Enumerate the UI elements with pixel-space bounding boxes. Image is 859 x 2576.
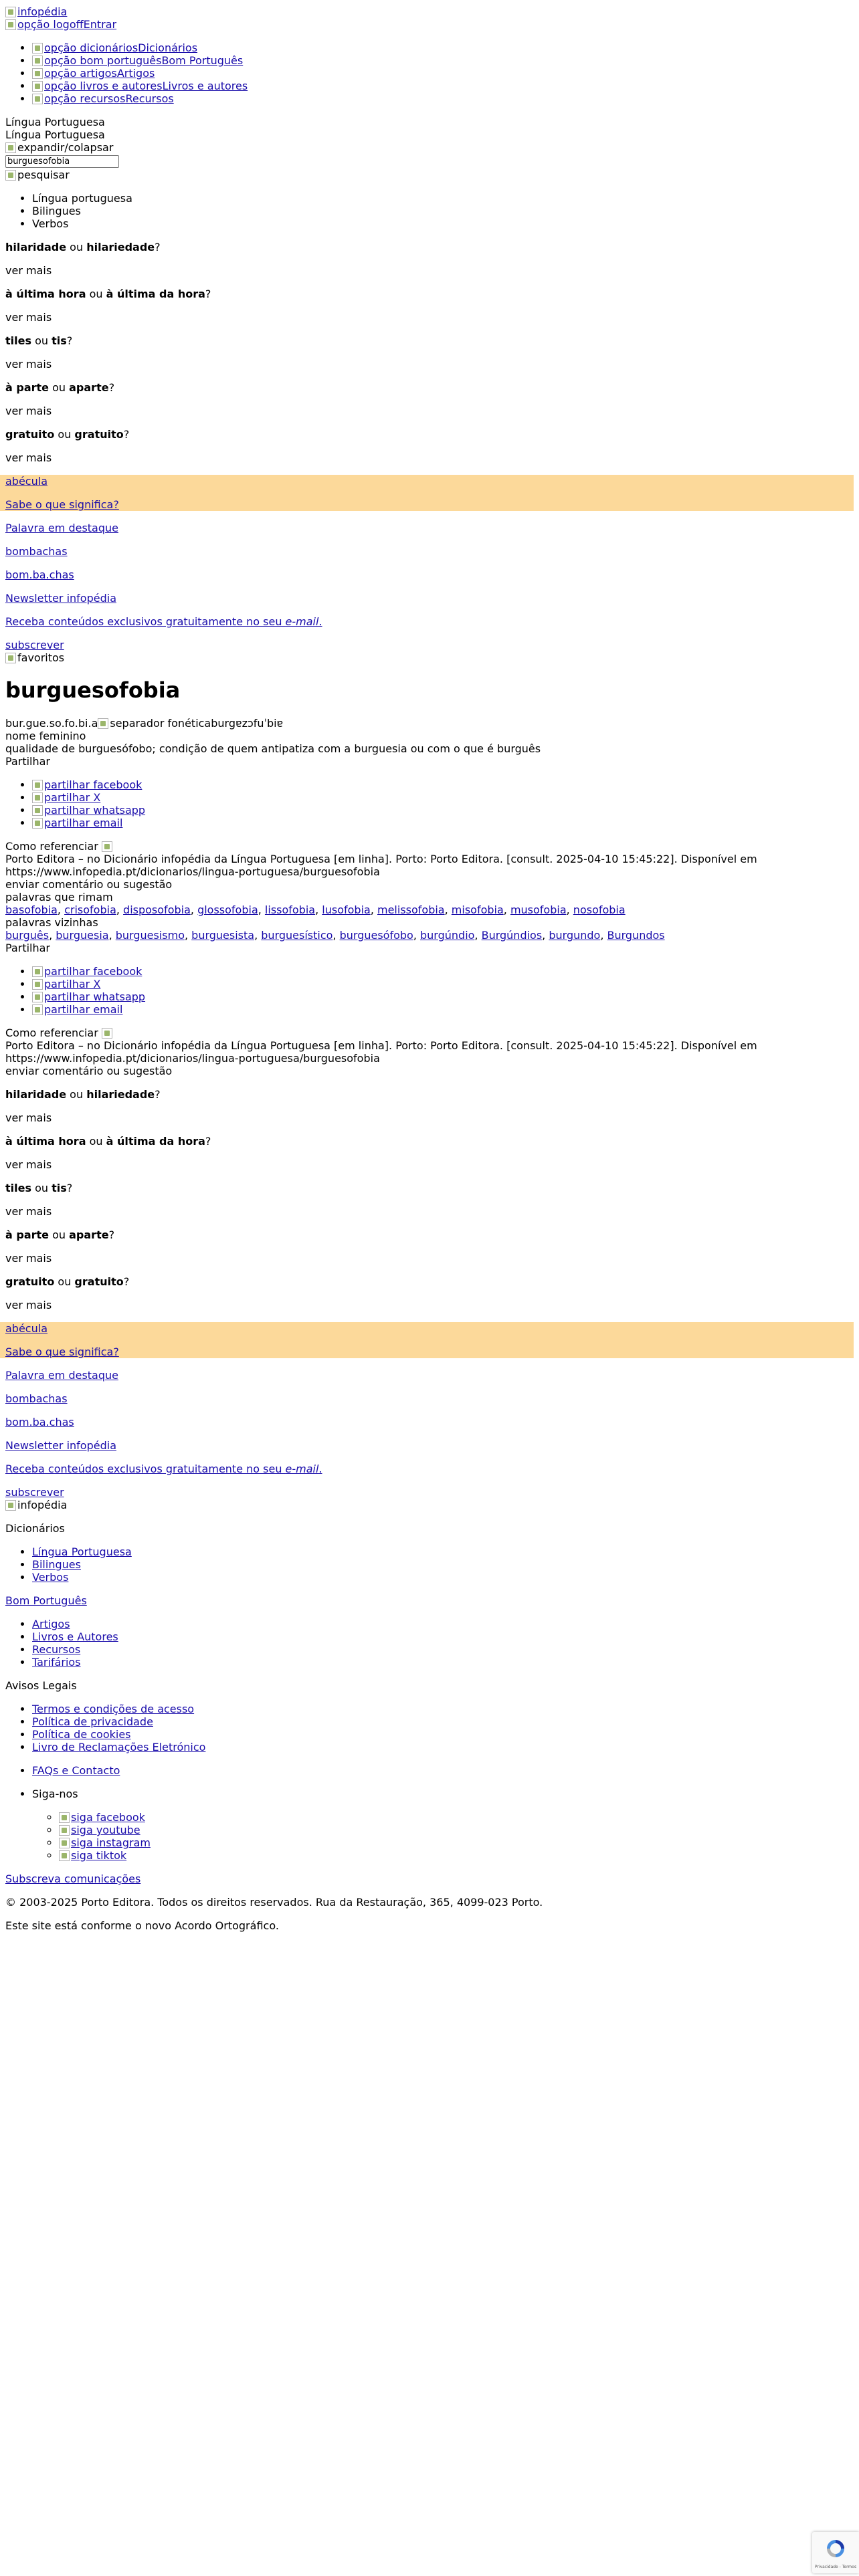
- facebook-icon: [59, 1812, 70, 1823]
- see-more-link[interactable]: ver mais: [5, 405, 52, 417]
- entry-pronunciation: [5, 717, 854, 730]
- footer-social-wrapper: [32, 1811, 854, 1862]
- recaptcha-terms[interactable]: Privacidade - Termos: [814, 2565, 857, 2569]
- newsletter-text-link[interactable]: [5, 615, 322, 628]
- share-alt: partilhar X: [44, 978, 101, 990]
- nav-item-articles: [32, 67, 854, 80]
- neighbors-list: burguês, burguesia, burguesismo, burguesista, burguesístico, burguesófobo, burgúndio, Burgúndios, burgundo, Burgundos: [5, 929, 665, 942]
- footer-legal-item: [32, 1741, 854, 1753]
- footer-subscribe-row: [5, 1872, 854, 1885]
- books-icon: [32, 81, 43, 92]
- footer-legal-list: [5, 1703, 854, 1753]
- search-input[interactable]: [5, 155, 119, 168]
- footer-dictionary-item: [32, 1558, 854, 1571]
- doubt-option-a: à parte: [5, 1228, 50, 1241]
- doubt-option-b: gratuito: [74, 1275, 124, 1288]
- footer-dictionaries-list: [5, 1545, 854, 1584]
- share-facebook-link[interactable]: [32, 778, 142, 791]
- quiz-question-link[interactable]: Sabe o que significa?: [5, 1346, 119, 1358]
- social-tiktok-link[interactable]: [59, 1849, 126, 1862]
- bom-portugues-icon: [32, 56, 43, 66]
- doubt-or: ou: [66, 1088, 87, 1101]
- doubt-item: [5, 241, 854, 253]
- facebook-icon: [32, 966, 43, 977]
- featured-syllables-row: [5, 568, 854, 581]
- see-more-link[interactable]: ver mais: [5, 264, 52, 277]
- citation-text: Porto Editora – no Dicionário infopédia da Língua Portuguesa [em linha]. Porto: Porto Editora. [consult. 2025-04-10 15:45:22]. Disponível em: [5, 853, 757, 865]
- footer-follow-list: [5, 1788, 854, 1862]
- whatsapp-icon: [32, 992, 43, 1002]
- share-item: [32, 817, 854, 829]
- quiz-word-link[interactable]: abécula: [5, 475, 47, 488]
- featured-word-heading[interactable]: Palavra em destaque: [5, 1369, 118, 1382]
- nav-link-books[interactable]: [32, 80, 248, 92]
- social-item: [59, 1849, 854, 1862]
- email-icon: [32, 1004, 43, 1015]
- see-more-link[interactable]: ver mais: [5, 1158, 52, 1171]
- footer-section-link[interactable]: Artigos: [32, 1618, 70, 1630]
- footer-section-item: [32, 1643, 854, 1656]
- footer-section-item: [32, 1656, 854, 1669]
- nav-label: Dicionários: [138, 41, 198, 54]
- rhyme-link[interactable]: nosofobia: [573, 903, 626, 916]
- doubt-or: ou: [49, 381, 70, 394]
- x-icon: [32, 792, 43, 803]
- doubt-option-b: hilariedade: [86, 241, 155, 253]
- rhymes-label: palavras que rimam: [5, 891, 113, 903]
- doubt-end: ?: [108, 381, 115, 394]
- citation-url: https://www.infopedia.pt/dicionarios/lingua-portuguesa/burguesofobia: [5, 865, 380, 878]
- featured-word-heading[interactable]: Palavra em destaque: [5, 522, 118, 534]
- see-more-link[interactable]: ver mais: [5, 1299, 52, 1311]
- social-facebook-link[interactable]: [59, 1811, 145, 1824]
- x-icon: [32, 979, 43, 990]
- doubt-end: ?: [108, 1228, 115, 1241]
- expand-alt: expandir/colapsar: [17, 141, 114, 154]
- footer-copyright: © 2003-2025 Porto Editora. Todos os direitos reservados. Rua da Restauração, 365, 4099-023 Porto.: [5, 1896, 543, 1909]
- social-youtube-link[interactable]: [59, 1824, 140, 1836]
- doubt-option-a: tiles: [5, 1182, 31, 1194]
- entry-grammar: nome feminino: [5, 730, 86, 742]
- footer-faq-link[interactable]: FAQs e Contacto: [32, 1764, 120, 1777]
- search-input-row: [5, 154, 854, 169]
- doubt-option-a: à última hora: [5, 1135, 86, 1148]
- newsletter-row: [5, 592, 854, 605]
- nav-icon-alt: opção recursos: [44, 92, 126, 105]
- feedback-link[interactable]: enviar comentário ou sugestão: [5, 1065, 173, 1077]
- share-item: [32, 804, 854, 817]
- subscribe-link[interactable]: subscrever: [5, 1486, 64, 1499]
- neighbor-link[interactable]: burguesófobo: [339, 929, 413, 942]
- rhyme-link[interactable]: basofobia: [5, 903, 58, 916]
- doubt-item: [5, 381, 854, 394]
- phonetic-separator-alt: separador fonética: [110, 717, 211, 730]
- neighbor-link[interactable]: burguesístico: [261, 929, 333, 942]
- see-more-link[interactable]: ver mais: [5, 358, 52, 370]
- rhyme-link[interactable]: lissofobia: [264, 903, 316, 916]
- doubt-end: ?: [123, 1275, 130, 1288]
- citation-url: https://www.infopedia.pt/dicionarios/lingua-portuguesa/burguesofobia: [5, 1052, 380, 1065]
- doubt-or: ou: [54, 1275, 75, 1288]
- subscribe-row: [5, 1486, 854, 1499]
- cite-icon[interactable]: [102, 1028, 112, 1039]
- footer-section-link[interactable]: Recursos: [32, 1643, 81, 1656]
- nav-label: Artigos: [116, 67, 155, 80]
- share-facebook-link[interactable]: [32, 965, 142, 978]
- doubt-option-a: à última hora: [5, 288, 86, 300]
- footer-legal-link[interactable]: Política de privacidade: [32, 1715, 153, 1728]
- rhyme-link[interactable]: crisofobia: [64, 903, 116, 916]
- neighbors-label: palavras vizinhas: [5, 916, 98, 929]
- word-quiz-banner: [0, 1322, 854, 1358]
- expand-icon: [5, 142, 16, 153]
- newsletter-end: .: [318, 1463, 322, 1475]
- neighbor-link[interactable]: burgundo: [549, 929, 601, 942]
- logoff-icon: [5, 19, 16, 30]
- rhyme-link[interactable]: lusofobia: [322, 903, 371, 916]
- doubt-option-a: à parte: [5, 381, 50, 394]
- doubt-option-b: aparte: [69, 381, 109, 394]
- entry-syllables: bur.gue.so.fo.bi.a: [5, 717, 98, 730]
- recaptcha-icon: [825, 2538, 846, 2559]
- nav-label: Recursos: [125, 92, 174, 105]
- see-more-link[interactable]: ver mais: [5, 311, 52, 324]
- footer-legal-item: [32, 1715, 854, 1728]
- logo-alt: infopédia: [17, 5, 68, 18]
- email-icon: [32, 818, 43, 829]
- dictionary-option[interactable]: • Língua portuguesa: [32, 192, 854, 205]
- share-item: [32, 978, 854, 990]
- doubt-item: [5, 1182, 854, 1194]
- favorites-alt: favoritos: [17, 651, 65, 664]
- share-alt: partilhar email: [44, 1003, 123, 1016]
- doubt-end: ?: [123, 428, 130, 441]
- doubt-or: ou: [86, 1135, 106, 1148]
- footer-legal-item: [32, 1703, 854, 1715]
- header-login-row: [5, 18, 854, 31]
- nav-item-resources: [32, 92, 854, 105]
- doubt-option-a: gratuito: [5, 1275, 55, 1288]
- footer-dictionary-item: [32, 1571, 854, 1584]
- entry-definition: qualidade de burguesófobo; condição de quem antipatiza com a burguesia ou com o que é burguês: [5, 742, 541, 755]
- share-alt: partilhar facebook: [44, 778, 142, 791]
- newsletter-row: [5, 1439, 854, 1452]
- doubt-option-b: tis: [52, 334, 67, 347]
- instagram-icon: [59, 1838, 70, 1848]
- favorites-button[interactable]: [5, 651, 854, 664]
- doubt-or: ou: [31, 1182, 52, 1194]
- logo-link[interactable]: [5, 5, 67, 18]
- see-more-link[interactable]: ver mais: [5, 1205, 52, 1218]
- footer-dictionary-link[interactable]: Língua Portuguesa: [32, 1545, 132, 1558]
- nav-icon-alt: opção artigos: [44, 67, 117, 80]
- doubt-item: [5, 334, 854, 347]
- footer-bom-portugues-link[interactable]: Bom Português: [5, 1594, 87, 1607]
- see-more-link[interactable]: ver mais: [5, 451, 52, 464]
- doubt-end: ?: [66, 334, 73, 347]
- doubt-or: ou: [86, 288, 106, 300]
- newsletter-email: e-mail: [285, 1463, 319, 1475]
- featured-word-link[interactable]: bombachas: [5, 545, 68, 558]
- logo-icon: [5, 7, 16, 17]
- featured-syllables-link[interactable]: bom.ba.chas: [5, 1416, 74, 1428]
- doubt-end: ?: [155, 1088, 161, 1101]
- phonetic-separator-icon: [98, 718, 108, 729]
- featured-syllables-row: [5, 1416, 854, 1428]
- search-icon: [5, 170, 16, 181]
- share-alt: partilhar whatsapp: [44, 804, 146, 817]
- citation-text: Porto Editora – no Dicionário infopédia da Língua Portuguesa [em linha]. Porto: Porto Editora. [consult. 2025-04-10 15:45:22]. Disponível em: [5, 1039, 757, 1052]
- footer-social-list: [32, 1811, 854, 1862]
- expand-toggle[interactable]: [5, 141, 854, 154]
- doubt-item: [5, 1275, 854, 1288]
- footer-dictionary-link[interactable]: Verbos: [32, 1571, 69, 1584]
- neighbor-link[interactable]: burguesia: [56, 929, 109, 942]
- youtube-icon: [59, 1825, 70, 1836]
- nav-icon-alt: opção livros e autores: [44, 80, 163, 92]
- social-item: [59, 1811, 854, 1824]
- footer-section-link[interactable]: Livros e Autores: [32, 1630, 118, 1643]
- nav-link-articles[interactable]: [32, 67, 155, 80]
- footer-legal-link[interactable]: Termos e condições de acesso: [32, 1703, 195, 1715]
- rhyme-link[interactable]: musofobia: [510, 903, 567, 916]
- share-email-link[interactable]: [32, 817, 122, 829]
- share-item: [32, 965, 854, 978]
- nav-label: Bom Português: [161, 54, 244, 67]
- share-alt: partilhar whatsapp: [44, 990, 146, 1003]
- dictionary-option[interactable]: • Bilingues: [32, 205, 854, 217]
- footer-dictionary-link[interactable]: Bilingues: [32, 1558, 81, 1571]
- doubt-end: ?: [205, 288, 211, 300]
- dictionaries-icon: [32, 43, 43, 53]
- featured-word-row: [5, 545, 854, 558]
- doubt-end: ?: [205, 1135, 211, 1148]
- share-alt: partilhar email: [44, 817, 123, 829]
- social-item: [59, 1836, 854, 1849]
- doubt-or: ou: [31, 334, 52, 347]
- doubt-or: ou: [54, 428, 75, 441]
- nav-icon-alt: opção dicionários: [44, 41, 138, 54]
- footer-legal-label: Avisos Legais: [5, 1679, 77, 1692]
- share-whatsapp-link[interactable]: [32, 990, 145, 1003]
- share-whatsapp-link[interactable]: [32, 804, 145, 817]
- doubt-option-a: hilaridade: [5, 241, 67, 253]
- entry-headword: burguesofobia: [5, 677, 181, 703]
- rhyme-link[interactable]: misofobia: [451, 903, 504, 916]
- cite-row: [5, 840, 854, 853]
- doubt-item: [5, 1228, 854, 1241]
- quiz-question-link[interactable]: Sabe o que significa?: [5, 498, 119, 511]
- featured-word-section: [5, 522, 854, 534]
- share-email-link[interactable]: [32, 1003, 122, 1016]
- articles-icon: [32, 68, 43, 79]
- newsletter-link[interactable]: Newsletter infopédia: [5, 592, 116, 605]
- footer-follow-item: [32, 1788, 854, 1800]
- footer-bom-portugues-row: [5, 1594, 854, 1607]
- neighbor-link[interactable]: Burgundos: [607, 929, 665, 942]
- footer-logo-alt: infopédia: [17, 1499, 68, 1511]
- newsletter-text: Receba conteúdos exclusivos gratuitamente no seu: [5, 1463, 286, 1475]
- login-link[interactable]: [5, 18, 116, 31]
- social-alt: siga youtube: [71, 1824, 140, 1836]
- neighbor-link[interactable]: burgúndio: [420, 929, 475, 942]
- doubts-list-top: [5, 241, 854, 464]
- share-label: Partilhar: [5, 942, 50, 954]
- newsletter-email: e-mail: [285, 615, 319, 628]
- share-alt: partilhar X: [44, 791, 101, 804]
- see-more-link[interactable]: ver mais: [5, 1111, 52, 1124]
- footer-legal-link[interactable]: Livro de Reclamações Eletrónico: [32, 1741, 206, 1753]
- doubt-end: ?: [155, 241, 161, 253]
- word-quiz-banner: [0, 475, 854, 511]
- social-item: [59, 1824, 854, 1836]
- share-alt: partilhar facebook: [44, 965, 142, 978]
- resources-icon: [32, 94, 43, 104]
- logoff-alt: opção logoff: [17, 18, 84, 31]
- nav-item-bom-portugues: [32, 54, 854, 67]
- doubt-item: [5, 1088, 854, 1101]
- header-logo-row: [5, 5, 854, 18]
- footer-logo-icon: [5, 1500, 16, 1511]
- newsletter-text: Receba conteúdos exclusivos gratuitamente no seu: [5, 615, 286, 628]
- dictionary-options: [5, 192, 854, 230]
- footer-section-item: [32, 1630, 854, 1643]
- login-label: Entrar: [83, 18, 117, 31]
- cite-label: Como referenciar: [5, 840, 98, 853]
- doubt-option-a: hilaridade: [5, 1088, 67, 1101]
- entry-phonetic: burgɐzɔfuˈbiɐ: [211, 717, 284, 730]
- nav-link-resources[interactable]: [32, 92, 174, 105]
- facebook-icon: [32, 780, 43, 790]
- footer-sections-list: [5, 1618, 854, 1669]
- subscribe-link[interactable]: subscrever: [5, 639, 64, 651]
- doubt-or: ou: [66, 241, 87, 253]
- cite-label: Como referenciar: [5, 1027, 98, 1039]
- newsletter-link[interactable]: Newsletter infopédia: [5, 1439, 116, 1452]
- see-more-link[interactable]: ver mais: [5, 1252, 52, 1265]
- footer-faq-item: [32, 1764, 854, 1777]
- footer-faq-list: [5, 1764, 854, 1777]
- nav-item-dictionaries: [32, 41, 854, 54]
- doubt-item: [5, 428, 854, 441]
- featured-syllables-link[interactable]: bom.ba.chas: [5, 568, 74, 581]
- rhyme-link[interactable]: melissofobia: [377, 903, 445, 916]
- newsletter-text-row: [5, 615, 854, 628]
- feedback-link[interactable]: enviar comentário ou sugestão: [5, 878, 173, 891]
- footer-agreement: Este site está conforme o novo Acordo Ortográfico.: [5, 1919, 279, 1932]
- newsletter-end: .: [318, 615, 322, 628]
- footer-dictionaries-label: Dicionários: [5, 1522, 65, 1535]
- nav-icon-alt: opção bom português: [44, 54, 162, 67]
- share-x-link[interactable]: [32, 978, 100, 990]
- doubt-item: [5, 288, 854, 300]
- search-button[interactable]: [5, 169, 854, 181]
- doubt-option-b: tis: [52, 1182, 67, 1194]
- doubt-option-b: gratuito: [74, 428, 124, 441]
- page: [5, 0, 854, 1932]
- footer-dictionary-item: [32, 1545, 854, 1558]
- featured-word-link[interactable]: bombachas: [5, 1392, 68, 1405]
- social-instagram-link[interactable]: [59, 1836, 151, 1849]
- footer-section-link[interactable]: Tarifários: [32, 1656, 81, 1669]
- share-label: Partilhar: [5, 755, 50, 768]
- social-alt: siga facebook: [71, 1811, 145, 1824]
- doubts-list-bottom: [5, 1088, 854, 1311]
- doubt-option-b: à última da hora: [106, 1135, 205, 1148]
- footer-legal-item: [32, 1728, 854, 1741]
- newsletter-text-link[interactable]: [5, 1463, 322, 1475]
- footer-legal-link[interactable]: Política de cookies: [32, 1728, 131, 1741]
- search-area: [5, 116, 854, 230]
- nav-link-bom-portugues[interactable]: [32, 54, 243, 67]
- doubt-option-b: aparte: [69, 1228, 109, 1241]
- share-item: [32, 791, 854, 804]
- newsletter-text-row: [5, 1463, 854, 1475]
- rhymes-list: basofobia, crisofobia, disposofobia, glossofobia, lissofobia, lusofobia, melissofobia, misofobia, musofobia, nosofobia: [5, 903, 626, 916]
- featured-word-section: [5, 1369, 854, 1382]
- cite-row: [5, 1027, 854, 1039]
- nav-link-dictionaries[interactable]: [32, 41, 197, 54]
- nav-label: Livros e autores: [162, 80, 248, 92]
- social-alt: siga instagram: [71, 1836, 151, 1849]
- neighbor-link[interactable]: burguesista: [191, 929, 255, 942]
- share-list: [5, 778, 854, 829]
- subscribe-row: [5, 639, 854, 651]
- share-item: [32, 990, 854, 1003]
- share-item: [32, 1003, 854, 1016]
- share-list: [5, 965, 854, 1016]
- rhyme-link[interactable]: disposofobia: [123, 903, 191, 916]
- neighbor-link[interactable]: burguês: [5, 929, 50, 942]
- main-nav: [5, 41, 854, 105]
- rhyme-link[interactable]: glossofobia: [197, 903, 258, 916]
- doubt-option-b: hilariedade: [86, 1088, 155, 1101]
- favorites-icon: [5, 653, 16, 663]
- neighbor-link[interactable]: burguesismo: [115, 929, 185, 942]
- share-x-link[interactable]: [32, 791, 100, 804]
- doubt-or: ou: [49, 1228, 70, 1241]
- featured-word-row: [5, 1392, 854, 1405]
- doubt-option-a: gratuito: [5, 428, 55, 441]
- neighbor-link[interactable]: Burgúndios: [481, 929, 543, 942]
- doubt-end: ?: [66, 1182, 73, 1194]
- quiz-word-link[interactable]: abécula: [5, 1322, 47, 1335]
- footer-subscribe-link[interactable]: Subscreva comunicações: [5, 1872, 141, 1885]
- dictionary-option[interactable]: • Verbos: [32, 217, 854, 230]
- cite-icon[interactable]: [102, 841, 112, 852]
- whatsapp-icon: [32, 805, 43, 816]
- footer-section-item: [32, 1618, 854, 1630]
- search-alt: pesquisar: [17, 169, 70, 181]
- footer-follow-label: Siga-nos: [32, 1788, 78, 1800]
- share-item: [32, 778, 854, 791]
- doubt-option-b: à última da hora: [106, 288, 205, 300]
- footer-logo: [5, 1499, 854, 1511]
- social-alt: siga tiktok: [71, 1849, 127, 1862]
- recaptcha-badge[interactable]: [812, 2532, 859, 2573]
- dictionary-selector-label: Língua Portuguesa: [5, 128, 105, 141]
- doubt-item: [5, 1135, 854, 1148]
- nav-item-books: [32, 80, 854, 92]
- tiktok-icon: [59, 1850, 70, 1861]
- doubt-option-a: tiles: [5, 334, 31, 347]
- dictionary-selector[interactable]: Língua Portuguesa: [5, 116, 105, 128]
